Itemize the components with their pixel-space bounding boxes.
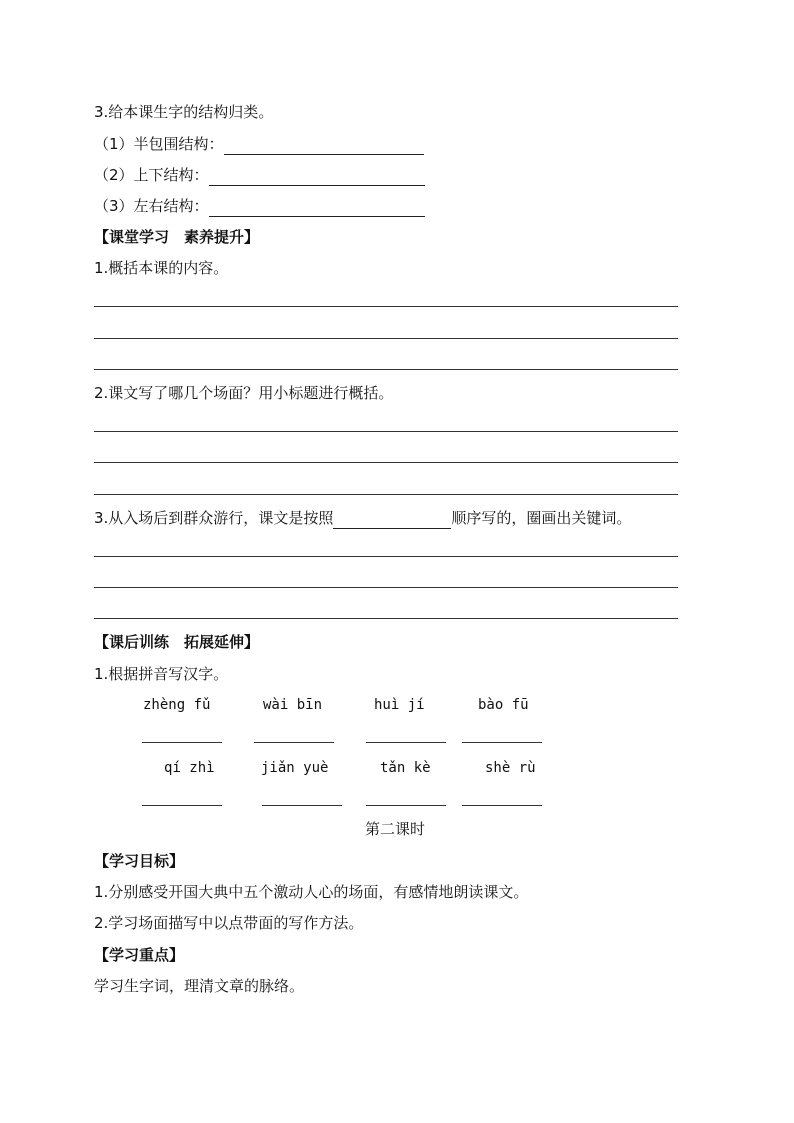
pinyin-huiji: huì jí	[374, 697, 425, 713]
hanzi-blank[interactable]	[142, 805, 222, 806]
pinyin-qizhi: qí zhì	[164, 760, 215, 776]
pinyin-tanke: tǎn kè	[380, 760, 431, 776]
question-1-summary: 1.概括本课的内容。	[94, 259, 229, 277]
goal-1: 1.分别感受开国大典中五个激动人心的场面，有感情地朗读课文。	[94, 883, 529, 901]
lesson-2-title: 第二课时	[365, 820, 426, 838]
answer-line[interactable]	[94, 306, 678, 307]
question-3-text-after: 顺序写的，圈画出关键词。	[451, 509, 632, 527]
answer-line[interactable]	[94, 587, 678, 588]
question-3-order	[94, 508, 631, 529]
structure-item-3	[94, 196, 425, 217]
structure-item-1-label: （1）半包围结构：	[94, 135, 224, 153]
answer-line[interactable]	[94, 618, 678, 619]
answer-line[interactable]	[94, 494, 678, 495]
answer-line[interactable]	[94, 431, 678, 432]
answer-line[interactable]	[94, 556, 678, 557]
order-blank[interactable]	[333, 508, 451, 529]
section-header-after-class: 【课后训练 拓展延伸】	[94, 633, 260, 651]
goal-2: 2.学习场面描写中以点带面的写作方法。	[94, 914, 364, 932]
section-header-class: 【课堂学习 素养提升】	[94, 228, 260, 246]
hanzi-blank[interactable]	[366, 742, 446, 743]
key-point-text: 学习生字词，理清文章的脉络。	[94, 977, 305, 995]
hanzi-blank[interactable]	[366, 805, 446, 806]
section-header-goals: 【学习目标】	[94, 852, 185, 870]
hanzi-blank[interactable]	[462, 805, 542, 806]
pinyin-jianyue: jiǎn yuè	[261, 760, 329, 776]
structure-item-3-label: （3）左右结构：	[94, 197, 209, 215]
structure-item-2-label: （2）上下结构：	[94, 166, 209, 184]
section-header-key-points: 【学习重点】	[94, 946, 185, 964]
answer-blank[interactable]	[209, 196, 425, 217]
pinyin-sheru: shè rù	[485, 760, 536, 776]
hanzi-blank[interactable]	[262, 805, 342, 806]
answer-line[interactable]	[94, 462, 678, 463]
answer-blank[interactable]	[209, 165, 425, 186]
answer-blank[interactable]	[224, 134, 424, 155]
question-3-text-before: 3.从入场后到群众游行，课文是按照	[94, 509, 334, 527]
pinyin-waibin: wài bīn	[263, 697, 323, 713]
question-2-scenes: 2.课文写了哪几个场面？用小标题进行概括。	[94, 384, 394, 402]
structure-item-2	[94, 165, 425, 186]
hanzi-blank[interactable]	[462, 742, 542, 743]
pinyin-baofu: bào fū	[478, 697, 529, 713]
hanzi-blank[interactable]	[254, 742, 334, 743]
question-structure-title: 3.给本课生字的结构归类。	[94, 103, 274, 121]
answer-line[interactable]	[94, 369, 678, 370]
pinyin-zhengfu: zhèng fǔ	[143, 697, 211, 713]
question-pinyin: 1.根据拼音写汉字。	[94, 665, 229, 683]
structure-item-1	[94, 134, 424, 155]
hanzi-blank[interactable]	[142, 742, 222, 743]
answer-line[interactable]	[94, 338, 678, 339]
